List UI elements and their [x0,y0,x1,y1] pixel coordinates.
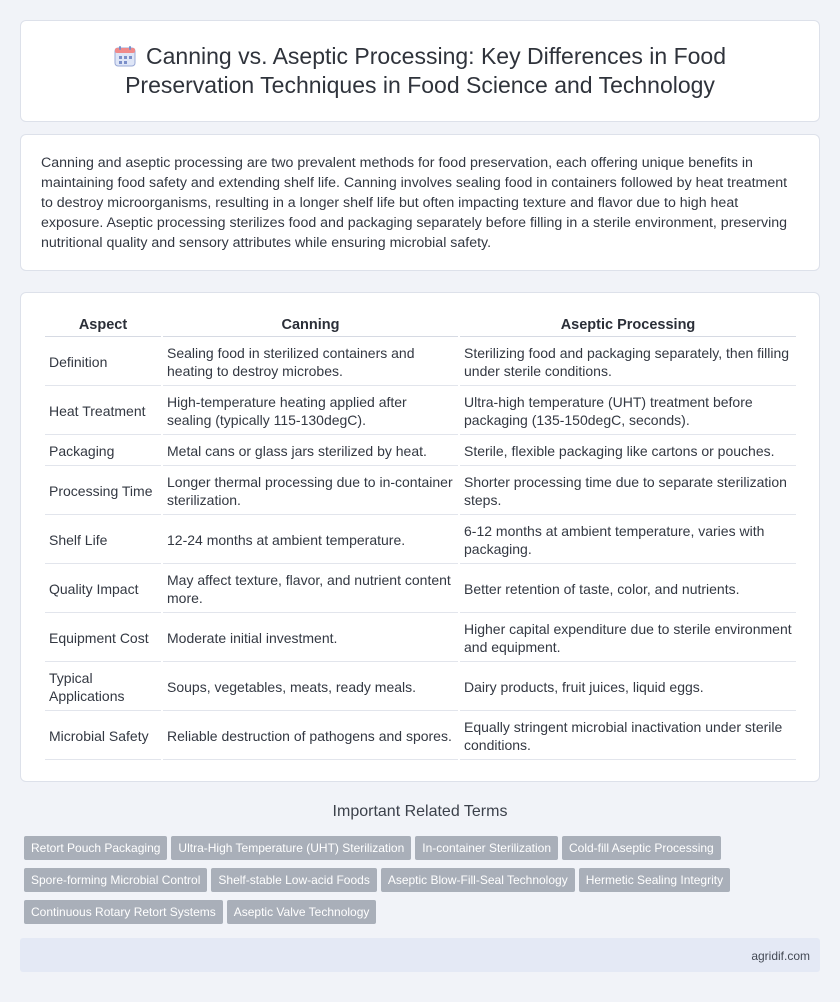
table-row [45,566,796,613]
canning-cell: Longer thermal processing due to in-container sterilization. [163,468,458,515]
related-term-tag[interactable]: Aseptic Blow-Fill-Seal Technology [381,868,575,892]
related-term-tag[interactable]: Aseptic Valve Technology [227,900,377,924]
intro-paragraph: Canning and aseptic processing are two prevalent methods for food preservation, each offering unique benefits in maintaining food safety and extending shelf life. Canning involves sealing food in containers followed by heat treatment to destroy microorganisms, resulting in a longer shelf life but often impacting texture and flavor due to high heat exposure. Aseptic processing sterilizes food and packaging separately before filling in a sterile environment, preserving nutritional quality and sensory attributes while ensuring microbial safety. [41,155,788,251]
canning-cell: Reliable destruction of pathogens and spores. [163,713,458,760]
related-term-tag[interactable]: Retort Pouch Packaging [24,836,167,860]
canning-cell: Metal cans or glass jars sterilized by heat. [163,437,458,466]
table-row [45,388,796,435]
aspect-cell: Equipment Cost [45,615,161,662]
aspect-cell: Packaging [45,437,161,466]
canning-cell: May affect texture, flavor, and nutrient content more. [163,566,458,613]
aseptic-cell: Sterile, flexible packaging like cartons or pouches. [460,437,796,466]
aseptic-cell: Equally stringent microbial inactivation under sterile conditions. [460,713,796,760]
aspect-cell: Processing Time [45,468,161,515]
footer-site-link[interactable]: agridif.com [751,949,810,963]
related-terms-heading: Important Related Terms [332,803,508,820]
related-term-tag[interactable]: Cold-fill Aseptic Processing [562,836,721,860]
aseptic-cell: Ultra-high temperature (UHT) treatment before packaging (135-150degC, seconds). [460,388,796,435]
aspect-cell: Microbial Safety [45,713,161,760]
aseptic-cell: Sterilizing food and packaging separately, then filling under sterile conditions. [460,339,796,386]
aseptic-cell: Better retention of taste, color, and nutrients. [460,566,796,613]
table-row [45,517,796,564]
footer [20,938,820,972]
aspect-cell: Shelf Life [45,517,161,564]
header-aseptic: Aseptic Processing [460,315,796,337]
intro-card [20,134,820,271]
table-row [45,339,796,386]
table-row [45,468,796,515]
related-term-tag[interactable]: Continuous Rotary Retort Systems [24,900,223,924]
canning-cell: Sealing food in sterilized containers and heating to destroy microbes. [163,339,458,386]
aspect-cell: Typical Applications [45,664,161,711]
calendar-icon [114,45,136,67]
table-row [45,437,796,466]
canning-cell: Soups, vegetables, meats, ready meals. [163,664,458,711]
aseptic-cell: Shorter processing time due to separate sterilization steps. [460,468,796,515]
table-row [45,664,796,711]
aspect-cell: Quality Impact [45,566,161,613]
aseptic-cell: Dairy products, fruit juices, liquid eggs. [460,664,796,711]
aseptic-cell: 6-12 months at ambient temperature, varies with packaging. [460,517,796,564]
page-title [51,42,789,100]
table-row [45,713,796,760]
aspect-cell: Definition [45,339,161,386]
canning-cell: Moderate initial investment. [163,615,458,662]
header-canning: Canning [163,315,458,337]
aspect-cell: Heat Treatment [45,388,161,435]
comparison-table [43,313,798,762]
related-term-tag[interactable]: Shelf-stable Low-acid Foods [211,868,376,892]
header-aspect: Aspect [45,315,161,337]
table-row [45,615,796,662]
related-terms-list [24,836,814,932]
title-card [20,20,820,122]
related-term-tag[interactable]: Ultra-High Temperature (UHT) Sterilization [171,836,411,860]
comparison-card [20,292,820,782]
table-header-row [45,315,796,337]
canning-cell: 12-24 months at ambient temperature. [163,517,458,564]
canning-cell: High-temperature heating applied after sealing (typically 115-130degC). [163,388,458,435]
related-term-tag[interactable]: In-container Sterilization [415,836,558,860]
related-term-tag[interactable]: Hermetic Sealing Integrity [579,868,730,892]
related-term-tag[interactable]: Spore-forming Microbial Control [24,868,207,892]
aseptic-cell: Higher capital expenditure due to sterile environment and equipment. [460,615,796,662]
page-title-text: Canning vs. Aseptic Processing: Key Differences in Food Preservation Techniques in Food Science and Technology [125,43,726,98]
